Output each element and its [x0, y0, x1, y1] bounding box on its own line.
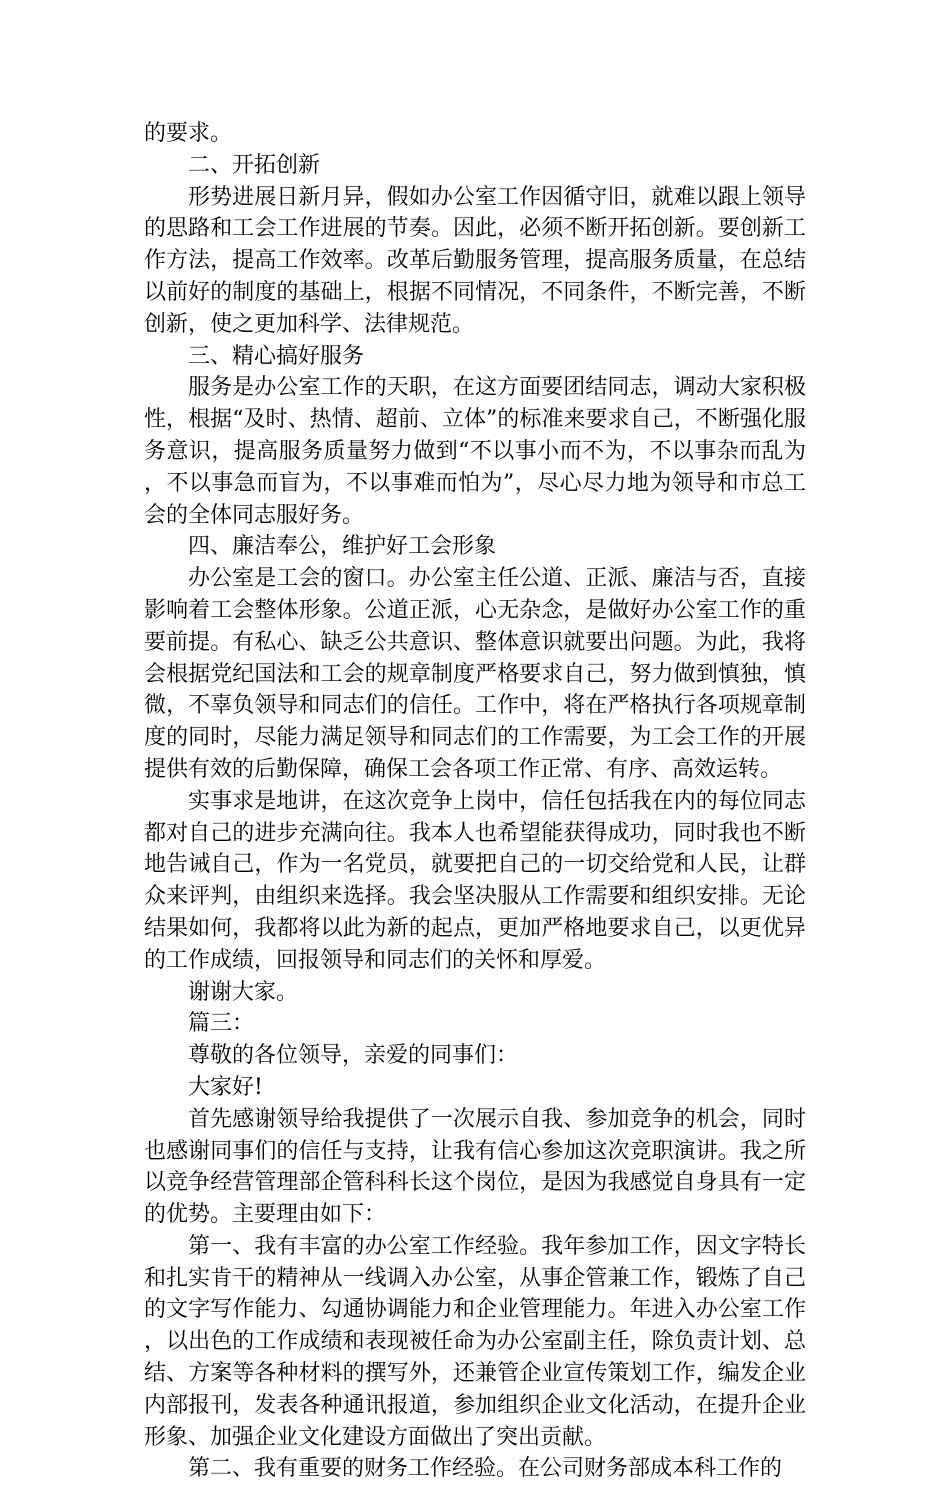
document-body	[144, 118, 806, 1485]
paragraph: 三、精心搞好服务	[188, 343, 365, 369]
paragraph: 第二、我有重要的财务工作经验。在公司财务部成本科工作的	[188, 1456, 783, 1482]
paragraph: 实事求是地讲，在这次竞争上岗中，信任包括我在内的每位同志都对自己的进步充满向往。我本人也希望能获得成功，同时我也不断地告诫自己，作为一名党员，就要把自己的一切交给党和人民，让群众来评判，由组织来选择。我会坚决服从工作需要和组织安排。无论结果如何，我都将以此为新的起点，更加严格地要求自己，以更优异的工作成绩，回报领导和同志们的关怀和厚爱。	[144, 788, 806, 973]
paragraph: 形势进展日新月异，假如办公室工作因循守旧，就难以跟上领导的思路和工会工作进展的节奏。因此，必须不断开拓创新。要创新工作方法，提高工作效率。改革后勤服务管理，提高服务质量，在总结以前好的制度的基础上，根据不同情况，不同条件，不断完善，不断创新，使之更加科学、法律规范。	[144, 184, 806, 337]
paragraph: 谢谢大家。	[188, 979, 299, 1005]
paragraph: 的要求。	[144, 121, 233, 146]
paragraph: 服务是办公室工作的天职，在这方面要团结同志，调动大家积极性，根据“及时、热情、超前、立体”的标准来要求自己，不断强化服务意识，提高服务质量努力做到“不以事小而不为，不以事杂而乱为，不以事急而盲为，不以事难而怕为”，尽心尽力地为领导和市总工会的全体同志服好务。	[144, 375, 806, 528]
paragraph: 办公室是工会的窗口。办公室主任公道、正派、廉洁与否，直接影响着工会整体形象。公道正派，心无杂念，是做好办公室工作的重要前提。有私心、缺乏公共意识、整体意识就要出问题。为此，我将会根据党纪国法和工会的规章制度严格要求自己，努力做到慎独，慎微，不辜负领导和同志们的信任。工作中，将在严格执行各项规章制度的同时，尽能力满足领导和同志们的工作需要，为工会工作的开展提供有效的后勤保障，确保工会各项工作正常、有序、高效运转。	[144, 566, 806, 782]
paragraph: 尊敬的各位领导，亲爱的同事们：	[188, 1043, 519, 1069]
paragraph: 二、开拓创新	[188, 152, 321, 178]
paragraph: 大家好!	[188, 1074, 263, 1100]
paragraph: 第一、我有丰富的办公室工作经验。我年参加工作，因文字特长和扎实肯干的精神从一线调入办公室，从事企管兼工作，锻炼了自己的文字写作能力、勾通协调能力和企业管理能力。年进入办公室工作，以出色的工作成绩和表现被任命为办公室副主任，除负责计划、总结、方案等各种材料的撰写外，还兼管企业宣传策划工作，编发企业内部报刊，发表各种通讯报道，参加组织企业文化活动，在提升企业形象、加强企业文化建设方面做出了突出贡献。	[144, 1233, 806, 1450]
paragraph: 四、廉洁奉公，维护好工会形象	[188, 534, 497, 560]
paragraph: 首先感谢领导给我提供了一次展示自我、参加竞争的机会，同时也感谢同事们的信任与支持，让我有信心参加这次竞职演讲。我之所以竞争经营管理部企管科科长这个岗位，是因为我感觉自身具有一定的优势。主要理由如下：	[144, 1106, 806, 1228]
paragraph: 篇三：	[188, 1011, 255, 1037]
